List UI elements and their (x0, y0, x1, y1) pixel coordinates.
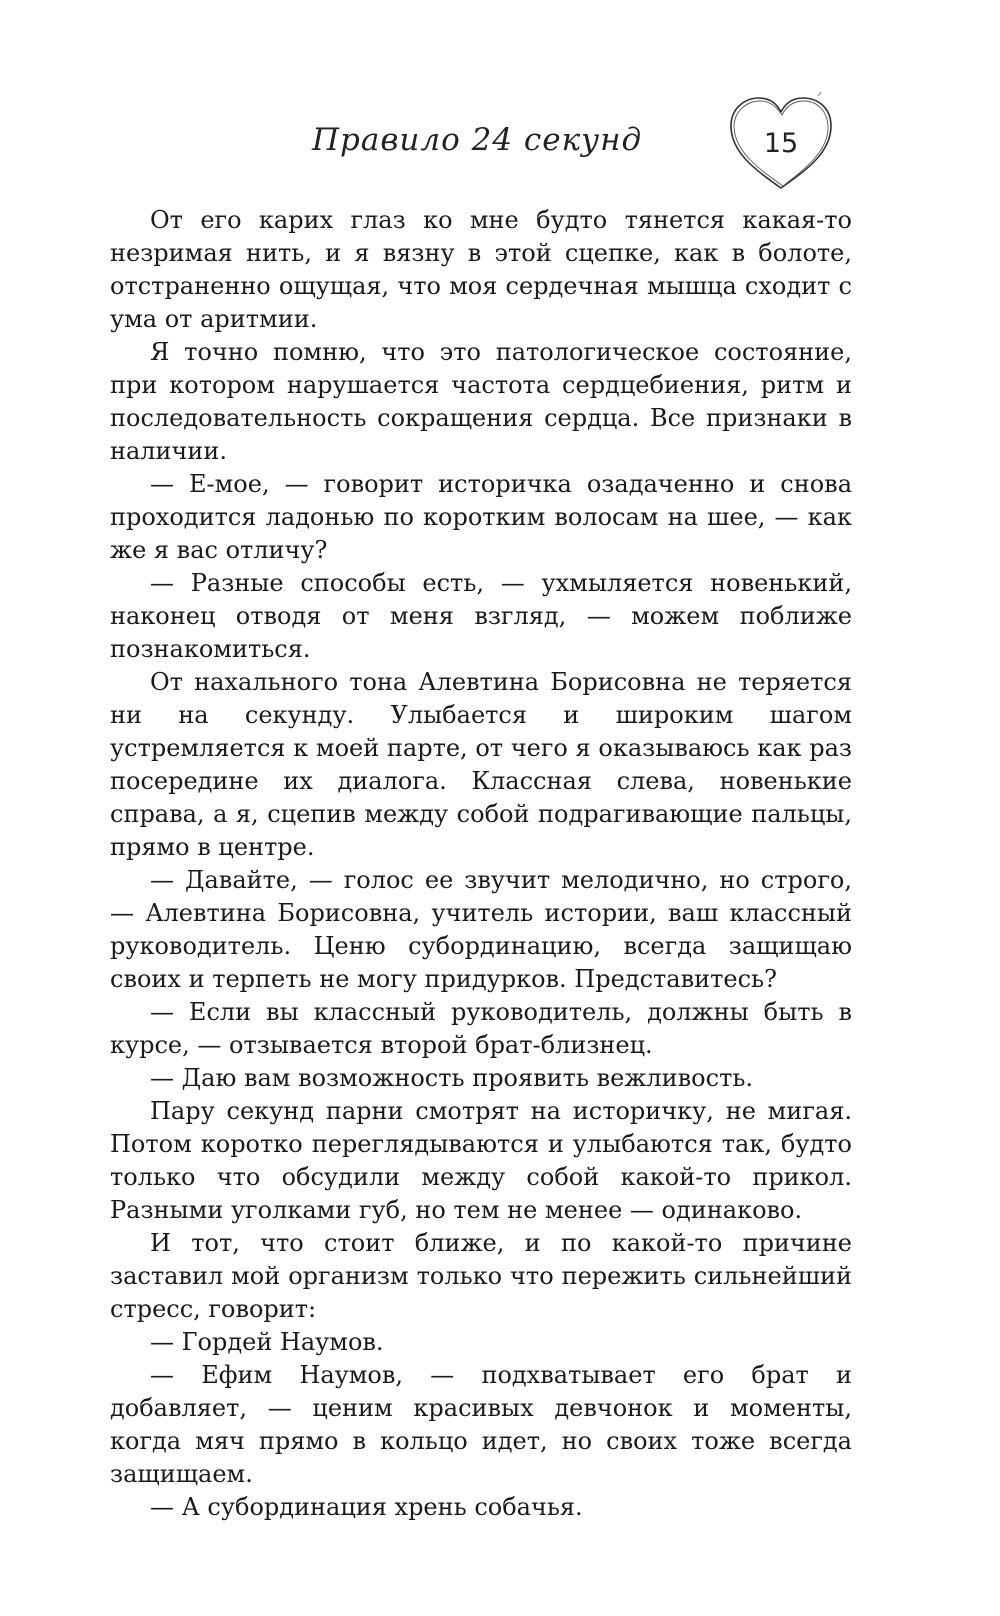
running-title: Правило 24 секунд (312, 122, 643, 158)
paragraph: От нахального тона Алевтина Борисовна не теряется ни на секунду. Улыбается и широким шагом устремляется к моей парте, от чего я оказываюсь как раз посередине их диалога. Классная слева, новенькие справа, а я, сцепив между собой подрагивающие пальцы, прямо в центре. (110, 668, 852, 861)
paragraph: — Гордей Наумов. (150, 1328, 384, 1356)
paragraph: — Разные способы есть, — ухмыляется новенький, наконец отводя от меня взгляд, — можем поближе познакомиться. (110, 569, 852, 663)
paragraph: От его карих глаз ко мне будто тянется какая-то незримая нить, и я вязну в этой сцепке, как в болоте, отстраненно ощущая, что моя сердечная мышца сходит с ума от аритмии. (110, 206, 852, 333)
paragraph: — Давайте, — голос ее звучит мелодично, но строго, — Алевтина Борисовна, учитель истории, ваш классный руководитель. Ценю субординацию, всегда защищаю своих и терпеть не могу придурков. Представитесь? (110, 866, 852, 993)
page-number: 15 (763, 128, 799, 159)
page-number-badge (725, 90, 837, 200)
body-text (110, 204, 852, 1524)
paragraph: — Е-мое, — говорит историчка озадаченно и снова проходится ладонью по коротким волосам на шее, — как же я вас отличу? (110, 470, 852, 564)
paragraph: Я точно помню, что это патологическое состояние, при котором нарушается частота сердцебиения, ритм и последовательность сокращения сердца. Все признаки в наличии. (110, 338, 852, 465)
paragraph: — А субординация хрень собачья. (150, 1493, 583, 1521)
paragraph: — Даю вам возможность проявить вежливость. (150, 1064, 754, 1092)
paragraph: — Если вы классный руководитель, должны быть в курсе, — отзывается второй брат-близнец. (110, 998, 852, 1059)
paragraph: — Ефим Наумов, — подхватывает его брат и добавляет, — ценим красивых девчонок и моменты, когда мяч прямо в кольцо идет, но своих тоже всегда защищаем. (110, 1361, 852, 1488)
paragraph: И тот, что стоит ближе, и по какой-то причине заставил мой организм только что пережить сильнейший стресс, говорит: (110, 1229, 852, 1323)
paragraph: Пару секунд парни смотрят на историчку, не мигая. Потом коротко переглядываются и улыбаются так, будто только что обсудили между собой какой-то прикол. Разными уголками губ, но тем не менее — одинаково. (110, 1097, 852, 1224)
